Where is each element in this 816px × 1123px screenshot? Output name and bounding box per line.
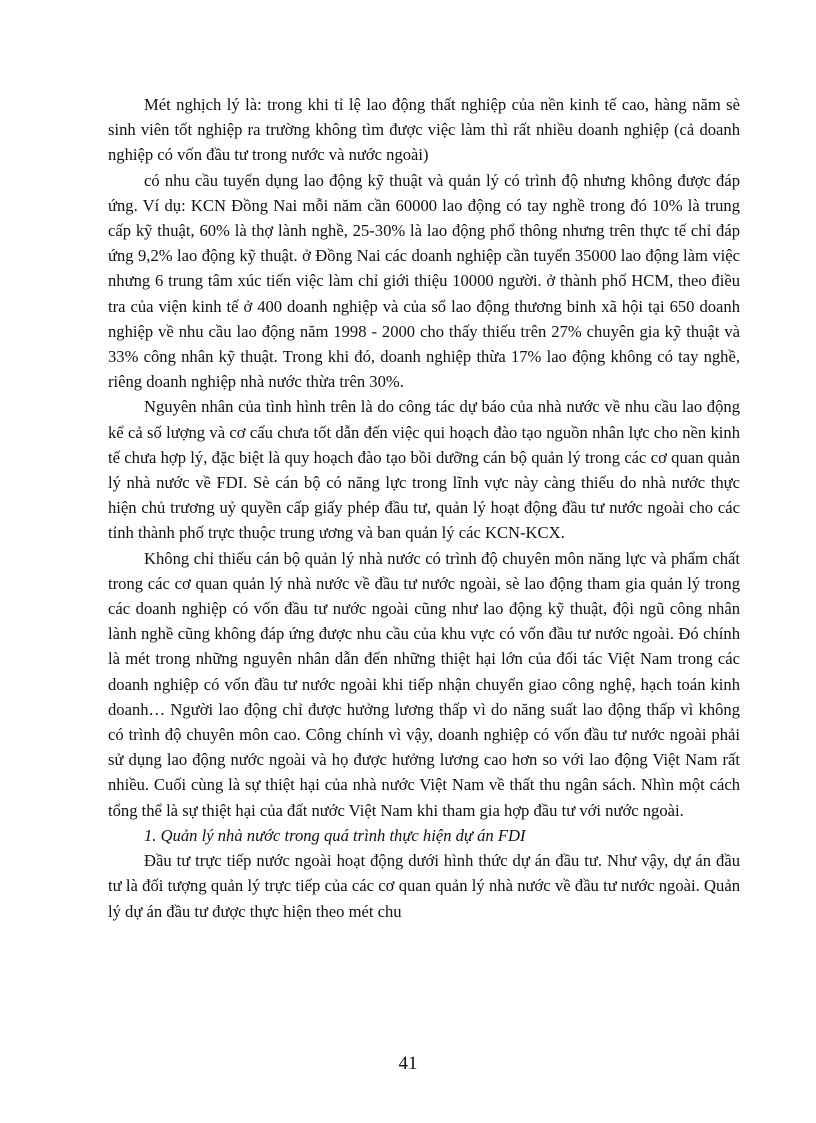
document-body xyxy=(108,92,740,924)
paragraph-causes: Nguyên nhân của tình hình trên là do công tác dự báo của nhà nước về nhu cầu lao động kể cả số lượng và cơ cấu chưa tốt dẫn đến việc qui hoạch đào tạo nguồn nhân lực cho nền kinh tế chưa hợp lý, đặc biệt là quy hoạch đào tạo bồi dưỡng cán bộ quản lý trong các cơ quan quản lý nhà nước về FDI. Sè cán bộ có năng lực trong lĩnh vực này càng thiếu do nhà nước thực hiện chủ trương uỷ quyền cấp giấy phép đầu tư, quản lý hoạt động đầu tư nước ngoài cho các tỉnh thành phố trực thuộc trung ương và ban quản lý các KCN-KCX. xyxy=(108,397,740,543)
paragraph-labor-demand: có nhu cầu tuyển dụng lao động kỹ thuật và quản lý có trình độ nhưng không được đáp ứng. Ví dụ: KCN Đồng Nai mỗi năm cần 60000 lao động có tay nghề trong đó 10% là trung cấp kỹ thuật, 60% là thợ lành nghề, 25-30% là lao động phổ thông nhưng trên thực tế chỉ đáp ứng 9,2% lao động kỹ thuật. ở Đồng Nai các doanh nghiệp cần tuyển 35000 lao động làm việc nhưng 6 trung tâm xúc tiến việc làm chỉ giới thiệu 10000 người. ở thành phố HCM, theo điều tra của viện kinh tế ở 400 doanh nghiệp và của sổ lao động thương binh xã hội tại 650 doanh nghiệp về nhu cầu lao động năm 1998 - 2000 cho thấy thiếu trên 27% chuyên gia kỹ thuật và 33% công nhân kỹ thuật. Trong khi đó, doanh nghiệp thừa 17% lao động không có tay nghề, riêng doanh nghiệp nhà nước thừa trên 30%. xyxy=(108,170,740,392)
section-heading: 1. Quản lý nhà nước trong quá trình thực hiện dự án FDI xyxy=(144,825,526,845)
paragraph-paradox: Mét nghịch lý là: trong khi tỉ lệ lao động thất nghiệp của nền kinh tế cao, hàng năm sè sinh viên tốt nghiệp ra trường không tìm được việc làm thì rất nhiều doanh nghiệp (cả doanh nghiệp có vốn đầu tư trong nước và nước ngoài) xyxy=(108,95,740,165)
paragraph-consequences: Không chỉ thiếu cán bộ quản lý nhà nước có trình độ chuyên môn năng lực và phẩm chất trong các cơ quan quản lý nhà nước về đầu tư nước ngoài, sè lao động tham gia quản lý trong các doanh nghiệp có vốn đầu tư nước ngoài cũng như lao động kỹ thuật, đội ngũ công nhân lành nghề cũng không đáp ứng được nhu cầu của khu vực có vốn đầu tư nước ngoài. Đó chính là mét trong những nguyên nhân dẫn đến những thiệt hại lớn của đối tác Việt Nam trong các doanh nghiệp có vốn đầu tư nước ngoài khi tiếp nhận chuyển giao công nghệ, hạch toán kinh doanh… Người lao động chỉ được hưởng lương thấp vì do năng suất lao động thấp vì không có trình độ chuyên môn cao. Công chính vì vậy, doanh nghiệp có vốn đầu tư nước ngoài phải sử dụng lao động nước ngoài và họ được hưởng lương cao hơn so với lao động Việt Nam rất nhiều. Cuối cùng là sự thiệt hại của nhà nước Việt Nam về thất thu ngân sách. Nhìn một cách tổng thể là sự thiệt hại của đất nước Việt Nam khi tham gia hợp đầu tư với nước ngoài. xyxy=(108,548,740,820)
paragraph-fdi-projects: Đầu tư trực tiếp nước ngoài hoạt động dưới hình thức dự án đầu tư. Như vậy, dự án đầu tư là đối tượng quản lý trực tiếp của các cơ quan quản lý nhà nước về đầu tư nước ngoài. Quản lý dự án đầu tư được thực hiện theo mét chu xyxy=(108,851,740,921)
page-number: 41 xyxy=(398,1053,418,1074)
